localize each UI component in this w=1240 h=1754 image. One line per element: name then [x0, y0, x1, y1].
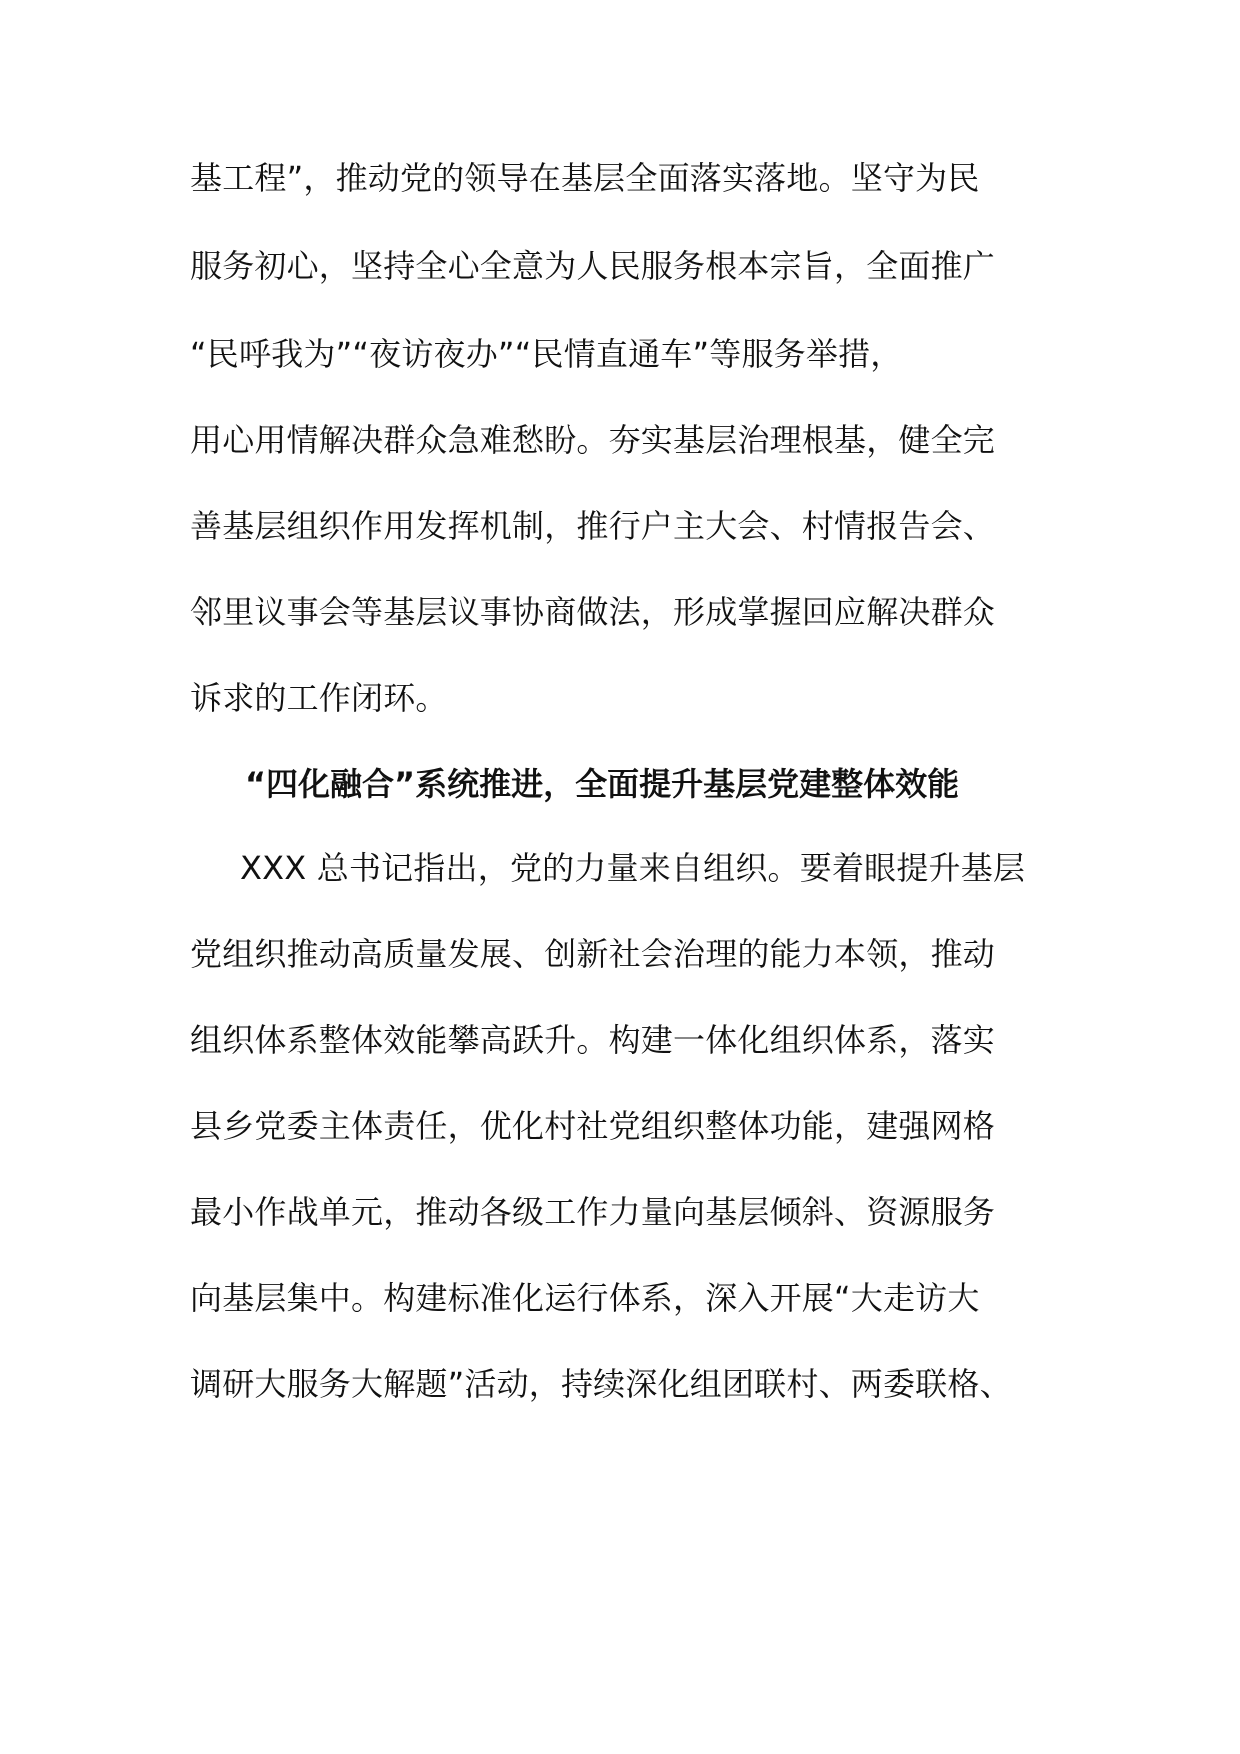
paragraph-line: 服务初心，坚持全心全意为人民服务根本宗旨，全面推广 — [190, 247, 996, 285]
paragraph-line: 善基层组织作用发挥机制，推行户主大会、村情报告会、 — [190, 507, 996, 545]
paragraph-line: 党组织推动高质量发展、创新社会治理的能力本领，推动 — [190, 935, 996, 973]
paragraph-line: XXX 总书记指出，党的力量来自组织。要着眼提升基层 — [240, 849, 1026, 887]
paragraph-line: 向基层集中。构建标准化运行体系，深入开展“大走访大 — [190, 1279, 980, 1317]
paragraph-line: 用心用情解决群众急难愁盼。夯实基层治理根基，健全完 — [190, 421, 996, 459]
paragraph-line: 基工程”，推动党的领导在基层全面落实落地。坚守为民 — [190, 159, 980, 197]
section-heading: “四化融合”系统推进，全面提升基层党建整体效能 — [245, 765, 960, 803]
paragraph-line: 调研大服务大解题”活动，持续深化组团联村、两委联格、 — [190, 1365, 1012, 1403]
paragraph-line: 最小作战单元，推动各级工作力量向基层倾斜、资源服务 — [190, 1193, 996, 1231]
paragraph-line: 组织体系整体效能攀高跃升。构建一体化组织体系，落实 — [190, 1021, 996, 1059]
paragraph-line: “民呼我为”“夜访夜办”“民情直通车”等服务举措， — [190, 335, 903, 373]
paragraph-line: 县乡党委主体责任，优化村社党组织整体功能，建强网格 — [190, 1107, 996, 1145]
paragraph-line: 诉求的工作闭环。 — [190, 679, 448, 717]
paragraph-line: 邻里议事会等基层议事协商做法，形成掌握回应解决群众 — [190, 593, 996, 631]
